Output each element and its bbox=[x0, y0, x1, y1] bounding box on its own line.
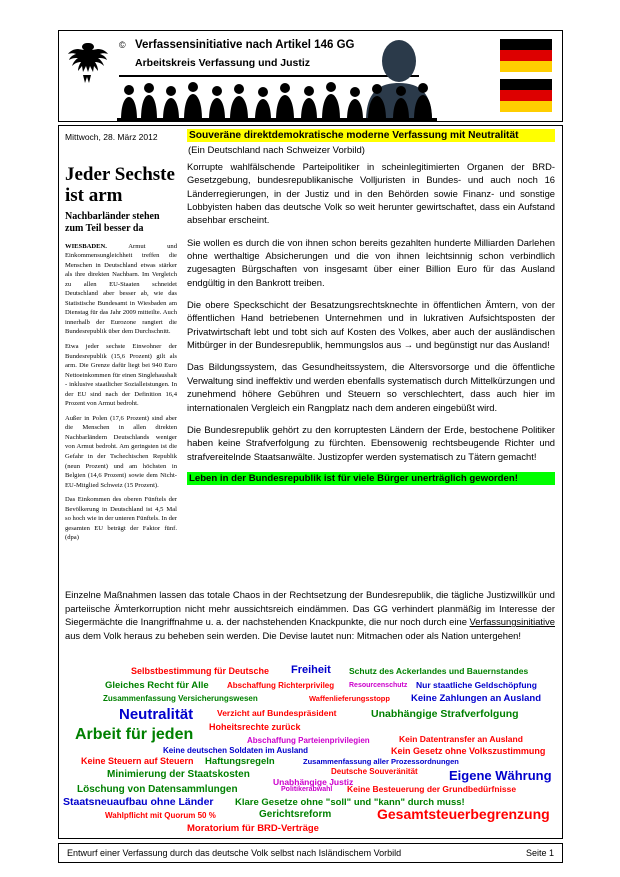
banner-title-primary: Verfassensinitiative nach Artikel 146 GG bbox=[135, 39, 355, 51]
word-cloud-item: Keine Zahlungen an Ausland bbox=[411, 693, 542, 704]
word-cloud-item: Neutralität bbox=[119, 706, 194, 723]
word-cloud-item: Gesamtsteuerbegrenzung bbox=[377, 806, 550, 822]
full-width-paragraph bbox=[65, 588, 555, 643]
word-cloud-item: Nur staatliche Geldschöpfung bbox=[416, 680, 537, 690]
word-cloud-item: Minimierung der Staatskosten bbox=[107, 769, 250, 780]
demands-word-cloud bbox=[59, 664, 562, 834]
main-paragraph: Die Bundesrepublik gehört zu den korruptesten Ländern der Erde, bestochene Politiker haben keine Strafverfolgung zu fürchten. Ebensowenig rechtsbeugende Richter und strafvereitelnde Staatsanwälte. Justizopfer werden systematisch zu Tätern gemacht! bbox=[187, 423, 555, 462]
word-cloud-item: Politikerabwahl bbox=[281, 786, 333, 793]
word-cloud-item: Keine Steuern auf Steuern bbox=[81, 756, 194, 766]
word-cloud-item: Verzicht auf Bundespräsident bbox=[217, 708, 337, 718]
paragraph-text-after-link: aus dem Volk heraus zu beheben sein werden. Die Devise lautet nun: Mitmachen oder als Nation untergehen! bbox=[65, 629, 522, 641]
green-highlight-banner: Leben in der Bundesrepublik ist für viele Bürger unerträglich geworden! bbox=[187, 472, 555, 485]
main-headline: Souveräne direktdemokratische moderne Verfassung mit Neutralität bbox=[187, 129, 555, 142]
page-footer bbox=[58, 843, 563, 863]
word-cloud-item: Wahlpflicht mit Quorum 50 % bbox=[105, 811, 216, 820]
word-cloud-item: Abschaffung Parteienprivilegien bbox=[247, 736, 370, 745]
word-cloud-item: Unabhängige Strafverfolgung bbox=[371, 708, 519, 720]
word-cloud-item: Deutsche Souveränität bbox=[331, 767, 418, 776]
german-flag-icon bbox=[500, 39, 552, 72]
word-cloud-item: Unabhängige Justiz bbox=[273, 777, 354, 787]
word-cloud-item: Hoheitsrechte zurück bbox=[209, 722, 301, 732]
article-lead bbox=[65, 242, 177, 337]
word-cloud-item: Zusammenfassung aller Prozessordnungen bbox=[303, 757, 459, 766]
word-cloud-item: Staatsneuaufbau ohne Länder bbox=[63, 796, 214, 808]
word-cloud-item: Löschung von Datensammlungen bbox=[77, 784, 238, 795]
headline-subtitle: (Ein Deutschland nach Schweizer Vorbild) bbox=[188, 145, 365, 156]
left-article-column bbox=[65, 164, 177, 543]
article-paragraph: Außer in Polen (17,6 Prozent) sind aber die Menschen in allen direkten Nachbarländern Deutschlands weniger von Armut bedroht. Am geringsten ist die Gefahr in der Tschechischen Republik (neun Prozent) und am höchsten in Belgien (14,6 Prozent) sowie dem Nicht-EU-Mitglied Schweiz (15 Prozent). bbox=[65, 414, 177, 489]
article-subtitle: Nachbarländer stehen zum Teil besser da bbox=[65, 210, 160, 234]
word-cloud-item: Abschaffung Richterprivileg bbox=[227, 681, 335, 690]
word-cloud-item: Moratorium für BRD-Verträge bbox=[187, 823, 319, 834]
word-cloud-item: Gerichtsreform bbox=[259, 809, 332, 820]
word-cloud-item: Gleiches Recht für Alle bbox=[105, 680, 209, 691]
word-cloud-item: Haftungsregeln bbox=[205, 756, 275, 767]
paragraph-text-before-link: Einzelne Maßnahmen lassen das totale Chaos in der Rechtsetzung der Bundesrepublik, die tägliche Justizwillkür und parteiische Ämterkorruption nicht mehr aussichtsreich eindämmen. Das GG verhindert planmäßig im Interesse der Siegermächte die Inangriffnahme u. a. der nachstehenden Knackpunkte, die nur noch durch eine bbox=[65, 589, 555, 628]
article-lead-text: Armut und Einkommensungleichheit treffen die Menschen in Deutschland etwas stärker als ihre direkten Nachbarn. Im Vergleich zu allen EU-Staaten schneidet Deutschland aber besser ab, wie das Statistische Bundesamt in Wiesbaden am Dienstag für das Jahr 2009 mitteilte. Auch innerhalb der Eurozone rangiert die Bundesrepublik über dem Durchschnitt. bbox=[65, 242, 177, 336]
page-number: Seite 1 bbox=[525, 848, 554, 858]
banner-title-secondary: Arbeitskreis Verfassung und Justiz bbox=[135, 57, 311, 69]
word-cloud-item: Keine Besteuerung der Grundbedürfnisse bbox=[347, 784, 517, 794]
verfassungsinitiative-link[interactable]: Verfassungsinitiative bbox=[469, 616, 555, 628]
word-cloud-item: Kein Gesetz ohne Volkszustimmung bbox=[391, 746, 546, 756]
word-cloud-item: Schutz des Ackerlandes und Bauernstandes bbox=[349, 666, 529, 676]
word-cloud-item: Keine deutschen Soldaten im Ausland bbox=[163, 746, 309, 755]
word-cloud-item: Zusammenfassung Versicherungswesen bbox=[103, 694, 258, 703]
word-cloud-item: Kein Datentransfer an Ausland bbox=[399, 734, 523, 744]
copyright-symbol: © bbox=[119, 40, 126, 50]
right-main-column bbox=[187, 160, 555, 485]
word-cloud-item: Klare Gesetze ohne "soll" und "kann" durch muss! bbox=[235, 797, 465, 808]
header-banner bbox=[58, 30, 563, 122]
main-paragraph: Das Bildungssystem, das Gesundheitssystem, die Altersvorsorge und die öffentliche Verwaltung sind ineffektiv und werden ebenfalls systematisch durch Mittelkürzungen und zunehmend höhere Gebühren und Steuern so verschlechtert, dass auch hier im internationalen Vergleich ein Rangplatz nach dem anderen eingebüßt wird. bbox=[187, 361, 555, 413]
date-label: Mittwoch, 28. März 2012 bbox=[65, 132, 158, 142]
article-title: Jeder Sechste ist arm bbox=[65, 164, 175, 207]
word-cloud-item: Waffenlieferungsstopp bbox=[309, 694, 390, 703]
crowd-silhouette-icon bbox=[117, 78, 437, 122]
main-paragraph: Korrupte wahlfälschende Parteipolitiker in scheinlegitimierten Organen der BRD-Gesetzgebung, bundesrepublikanische Volljuristen in Bundes- und auch noch 16 Länderregierungen, in der Justiz und in den Behörden sowie Finanz- und sonstige Lobbyisten haben das deutsche Volk so weit herunter gewirtschaftet, dass ein Aufstand absehbar erscheint. bbox=[187, 161, 555, 226]
article-dateline: WIESBADEN. bbox=[65, 242, 107, 250]
footer-text: Entwurf einer Verfassung durch das deutsche Volk selbst nach Isländischem Vorbild bbox=[67, 848, 402, 858]
word-cloud-item: Eigene Währung bbox=[449, 768, 552, 783]
document-body bbox=[58, 125, 563, 839]
word-cloud-item: Selbstbestimmung für Deutsche bbox=[131, 666, 270, 676]
word-cloud-item: Freiheit bbox=[291, 664, 331, 676]
article-paragraph: Das Einkommen des oberen Fünftels der Bevölkerung in Deutschland ist 4,5 Mal so hoch wie in der unteren Fünftels. In der gesamten EU beträgt der Faktor fünf. (dpa) bbox=[65, 496, 177, 542]
word-cloud-item: Arbeit für jeden bbox=[75, 726, 194, 743]
german-flag-icon bbox=[500, 79, 552, 112]
main-paragraph: Die obere Speckschicht der Besatzungsrechtsknechte in öffentlichen Ämtern, von der öffentlichen Hand betriebenen Unternehmen und in lukrativen Aufsichtsposten der Privatwirtschaft lebt und tobt sich auf Kosten des Volkes, aber auch der ausländischen Mitbürger in der Bundesrepublik, hemmungslos aus → und begünstigt nur das Ausland! bbox=[187, 299, 555, 351]
article-paragraph: Etwa jeder sechste Einwohner der Bundesrepublik (15,6 Prozent) gilt als arm. Die Grenze dafür liegt bei 940 Euro Nettoeinkommen für einen Singlehaushalt - inklusive staatlicher Sozialleistungen. In der EU sind nach der Definition 16,4 Prozent von Armut bedroht. bbox=[65, 343, 177, 408]
word-cloud-item: Resourcenschutz bbox=[349, 682, 408, 689]
main-paragraph: Sie wollen es durch die von ihnen schon bereits gezahlten hunderte Milliarden Darlehen ohne werthaltige Absicherungen und die von ihnen leichtsinnig schon verbindlich zugesagten Bürgschaften von insgesamt über einer Billion Euro für das Ausland endgültig in den Bankrott treiben. bbox=[187, 236, 555, 288]
bundesadler-icon bbox=[65, 39, 109, 85]
